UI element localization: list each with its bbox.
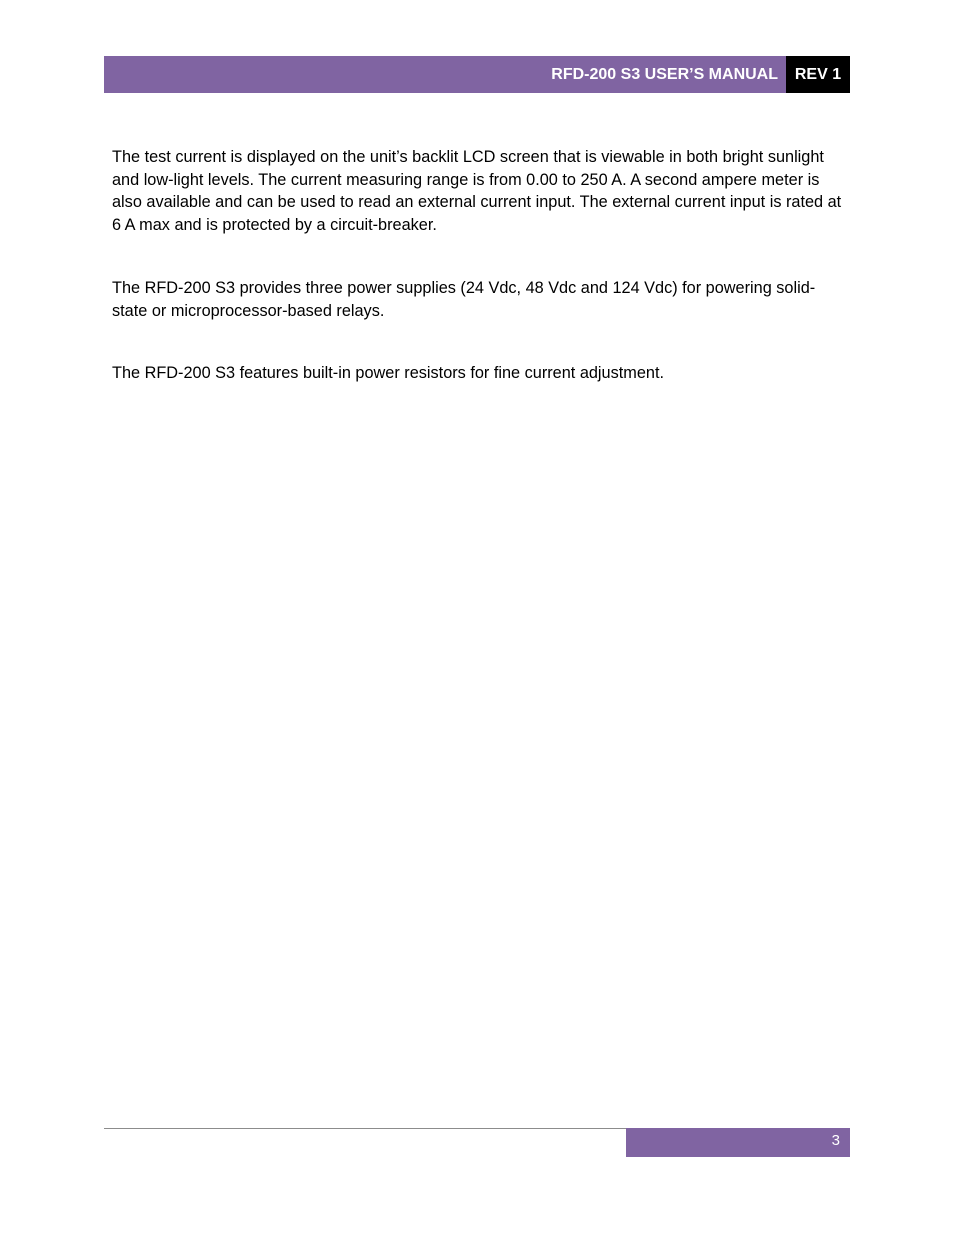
- revision-badge: REV 1: [786, 56, 850, 93]
- manual-title: RFD-200 S3 USER’S MANUAL: [551, 66, 778, 83]
- page-number: 3: [831, 1132, 840, 1149]
- footer-divider: [104, 1128, 626, 1129]
- paragraph-power-resistors: The RFD-200 S3 features built-in power resistors for fine current adjustment.: [112, 364, 664, 383]
- body-content: [112, 146, 844, 425]
- paragraph-test-current: The test current is displayed on the unit’s backlit LCD screen that is viewable in both bright sunlight and low-light levels. The current measuring range is from 0.00 to 250 A. A second ampere meter is also available and can be used to read an external current input. The external current input is rated at 6 A max and is protected by a circuit-breaker.: [112, 148, 842, 235]
- page-footer: [626, 1128, 850, 1157]
- page-header: [104, 56, 850, 93]
- paragraph-power-supplies: The RFD-200 S3 provides three power supplies (24 Vdc, 48 Vdc and 124 Vdc) for powering solid-state or microprocessor-based relays.: [112, 278, 816, 320]
